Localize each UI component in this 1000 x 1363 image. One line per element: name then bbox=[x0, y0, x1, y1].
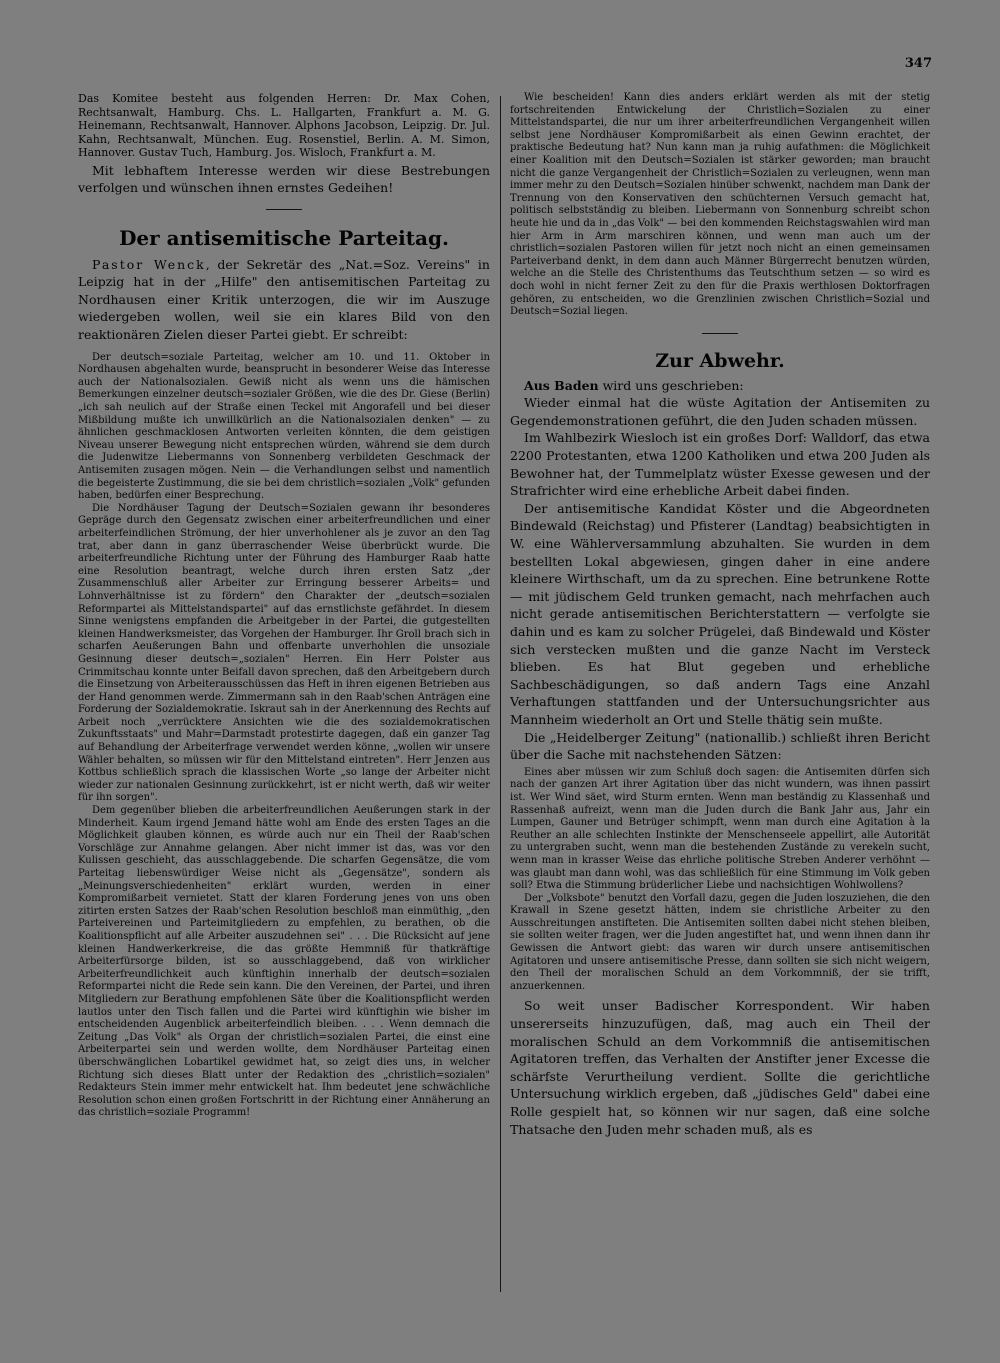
intro-text: , der Sekretär des „Nat.=Soz. Vereins" in Leipzig hat in der „Hilfe" den antisemitischen Parteitag zu Nordhausen einer Kritik unterzogen, die wir im Auszuge wiedergeben wollen, weil sie ein klares Bild von den reaktionären Zielen dieser Partei giebt. Er schreibt: bbox=[78, 256, 490, 343]
section-rule bbox=[266, 209, 302, 210]
committee-closing: Mit lebhaftem Interesse werden wir diese Bestrebungen verfolgen und wünschen ihnen ernstes Gedeihen! bbox=[78, 162, 490, 196]
report-intro-text: wird uns geschrieben: bbox=[598, 377, 744, 393]
page-number: 347 bbox=[904, 56, 932, 71]
report-intro-head: Aus Baden bbox=[524, 377, 599, 393]
newspaper-quote: Der „Volksbote" benutzt den Vorfall dazu, gegen die Juden loszuziehen, die den Krawall in Szene gesetzt hätten, indem sie christliche Arbeiter zu den Ausschreitungen anstifteten. Die Antisemiten sollten dabei nicht stehen bleiben, sie sollten weiter fragen, wer die Juden angestiftet hat, und wenn ihnen dann ihr Gewissen die Antwort giebt: das waren wir durch unsere antisemitischen Agitatoren und unsere antisemitische Presse, dann sollten sie sich nicht weigern, den Theil der moralischen Schuld an dem Vorkommniß, der sie trifft, anzuerkennen. bbox=[510, 892, 930, 992]
quote-paragraph: Dem gegenüber blieben die arbeiterfreundlichen Aeußerungen stark in der Minderheit. Kaum irgend Jemand hätte wohl am Ende des ersten Tages an die Möglichkeit glauben können, es würde auch nur ein Theil der Raab'schen Vorschläge zur Annahme gelangen. Aber nicht immer ist das, was vor den Kulissen geschieht, das ausschlaggebende. Die scharfen Gegensätze, die vom Parteitag liebenswürdiger Weise nicht als „Gegensätze", sondern als „Meinungsverschiedenheiten" erklärt wurden, werden in einer Kompromißarbeit vernietet. Statt der klaren Forderung jenes von uns oben zitirten ersten Satzes der Raab'schen Resolution beschloß man einmüthig, „den Parteivereinen und Parteimitgliedern zu empfehlen, zu berathen, ob die Koalitionspflicht auf alle Arbeiter auszudehnen sei" . . . Die Rücksicht auf jene kleinen Handwerkerkreise, die das größte Hemmniß für thatkräftige Arbeiterfürsorge bilden, ist so ausschlaggebend, daß von wirklicher Arbeiterfreundlichkeit auch künftighin innerhalb der deutsch=sozialen Reformpartei nicht die Rede sein kann. Die den Vereinen, der Partei, und ihren Mitgliedern zur Berathung empfohlenen Säte über die Koalitionspflicht werden lautlos unter den Tisch fallen und die Partei wird künftighin wie bisher im entscheidenden Augenblick arbeiterfeindlich bleiben. . . . Wenn demnach die Zeitung „Das Volk" als Organ der christlich=sozialen Partei, die einst eine Arbeiterpartei sein und werden wollte, dem Nordhäuser Parteitag einen überschwänglichen Lobartikel gewidmet hat, so zeigt dies uns, in welcher Richtung sich dieses Blatt unter der Redaktion des „christlich=sozialen" Redakteurs Stein immer mehr entwickelt hat. Ihm bedeutet jene schwächliche Resolution schon einen großen Fortschritt in der Richtung einer Annäherung an das christlich=soziale Programm! bbox=[78, 805, 490, 1119]
section-title-parteitag: Der antisemitische Parteitag. bbox=[119, 225, 449, 250]
section-title-abwehr: Zur Abwehr. bbox=[655, 349, 785, 372]
intro-paragraph bbox=[78, 256, 490, 344]
closing-paragraph: So weit unser Badischer Korrespondent. Wir haben unsererseits hinzuzufügen, daß, mag auch ein Theil der moralischen Schuld an dem Vorkommniß die antisemitischen Agitatoren treffen, das Verhalten der Anstifter jener Excesse die schärfste Verurtheilung verdient. Sollte die gerichtliche Untersuchung wirklich ergeben, daß „jüdisches Geld" dabei eine Rolle gespielt hat, so können wir nur sagen, daß eine solche Thatsache den Juden mehr schaden muß, als es bbox=[510, 998, 930, 1137]
committee-members: Das Komitee besteht aus folgenden Herren: Dr. Max Cohen, Rechtsanwalt, Hamburg. Chs. L. Hallgarten, Frankfurt a. M. G. Heinemann, Rechtsanwalt, Hannover. Alphons Jacobson, Leipzig. Dr. Jul. Kahn, Rechtsanwalt, München. Eug. Rosenstiel, Berlin. A. M. Simon, Hannover. Gustav Tuch, Hamburg. Jos. Wisloch, Frankfurt a. M. bbox=[78, 92, 490, 159]
report-paragraph: Im Wahlbezirk Wiesloch ist ein großes Dorf: Walldorf, das etwa 2200 Protestanten, etwa 1200 Katholiken und etwa 200 Juden als Bewohner hat, der Tummelplatz wüster Exesse gewesen und der Strafrichter wird eine erhebliche Arbeit dabei finden. bbox=[510, 430, 930, 499]
section-rule bbox=[702, 333, 738, 334]
right-column bbox=[510, 92, 930, 1138]
column-divider bbox=[500, 96, 501, 1292]
quote-paragraph: Der deutsch=soziale Parteitag, welcher am 10. und 11. Oktober in Nordhausen abgehalten wurde, beansprucht in besonderer Weise das Interesse auch der Nationalsozialen. Gewiß nicht als wenn uns die hämischen Bemerkungen einzelner deutsch=sozialer Größen, wie die des Dr. Giese (Berlin) „ich sah neulich auf der Straße einen Teckel mit Angorafell und bei dieser Mißbildung mußte ich unwillkürlich an die Nationalsozialen denken" — zu ähnlichen geschmacklosen Antworten verleiten könnten, die dem geistigen Niveau unserer Bewegung nicht entsprechen würden, während sie dem durch die Judenwitze Liebermanns von Sonnenberg verbildeten Geschmack der Antisemiten zusagen mögen. Nein — die Verhandlungen selbst und namentlich die begeisterte Zustimmung, die sie bei dem christlich=sozialen „Volk" gefunden haben, bedürfen einer Besprechung. bbox=[78, 351, 490, 502]
quote-paragraph: Die Nordhäuser Tagung der Deutsch=Sozialen gewann ihr besonderes Gepräge durch den Gegensatz zwischen einer arbeiterfreundlichen und einer arbeiterfeindlichen Strömung, der hier unverhohlener als je zuvor an den Tag trat, aber dann in ganz überraschender Weise überbrückt wurde. Die arbeiterfreundliche Richtung unter der Führung des Hamburger Raab hatte eine Resolution beantragt, welche durch ihren ersten Satz „der Zusammenschluß aller Arbeiter zur Erringung besserer Arbeits= und Lohnverhältnisse ist zu fördern" den Charakter der „deutsch=sozialen Reformpartei als Mittelstandspartei" auf das ernstlichste gefährdet. In diesem Sinne wenigstens empfanden die Arbeitgeber in der Partei, die gutgestellten kleinen Handwerksmeister, das Vorgehen der Hamburger. Ihr Groll brach sich in scharfen Aeußerungen Bahn und offenbarte unverhohlen die unsoziale Gesinnung dieser deutsch=„sozialen" Herren. Ein Herr Polster aus Crimmitschau konnte unter Beifall davon sprechen, daß den Arbeitgebern durch die Einsetzung von Arbeiterausschüssen das Heft in ihren eigenen Betrieben aus der Hand genommen werde. Zimmermann sah in den Raab'schen Anträgen eine Forderung der Sozialdemokratie. Iskraut sah in der Anerkennung des Rechts auf Arbeit noch „verrücktere Ansichten wie die des sozialdemokratischen Zukunftsstaats" und Mahr=Darmstadt protestirte dagegen, daß ein ganzer Tag auf Behandlung der Arbeiterfrage verwendet werden könne, „wollen wir unsere Wähler behalten, so müssen wir für den Mittelstand eintreten". Herr Jenzen aus Kottbus schließlich sprach die klassischen Worte „so lange der Arbeiter nicht wieder zur nationalen Gesinnung zurückkehrt, ist er nicht werth, daß wir weiter für ihn sorgen". bbox=[78, 502, 490, 804]
left-column bbox=[78, 92, 490, 1120]
report-paragraph: Der antisemitische Kandidat Köster und die Abgeordneten Bindewald (Reichstag) und Pfisterer (Landtag) beabsichtigten in W. eine Wählerversammlung abzuhalten. Sie wurden in dem bestellten Lokal abgewiesen, gingen daher in eine andere kleinere Wirthschaft, um da zu sprechen. Eine betrunkene Rotte — mit jüdischem Geld trunken gemacht, nach mehrfachen auch nicht gerade antisemitischen Berichterstattern — verfolgte sie dahin und es kam zu solcher Prügelei, daß Bindewald und Köster sich verstecken mußten und die ganze Nacht im Versteck blieben. Es hat Blut gegeben und erhebliche Sachbeschädigungen, so daß andern Tags eine Anzahl Verhaftungen stattfanden und der Untersuchungsrichter aus Mannheim wiederholt an Ort und Stelle thätig sein mußte. bbox=[510, 500, 930, 727]
newspaper-quote: Eines aber müssen wir zum Schluß doch sagen: die Antisemiten dürfen sich nach der ganzen Art ihrer Agitation über das nicht wundern, was ihnen passirt ist. Wer Wind säet, wird Sturm ernten. Wenn man beständig zu Klassenhaß und Rassenhaß aufreizt, wenn man die Juden durch die Bank Jahr aus, Jahr ein Lumpen, Gauner und Betrüger schimpft, wenn man durch eine Agitation à la Reuther an alle schlechten Instinkte der Menschenseele appellirt, alle Autorität zu untergraben sucht, wenn man die bestehenden Zustände zu verekeln sucht, wenn man in krasser Weise das ehrliche politische Streben Anderer verhöhnt — was glaubt man dann wohl, was das schließlich für eine Stimmung im Volk geben soll? Etwa die Stimmung brüderlicher Liebe und nachsichtigen Wohlwollens? bbox=[510, 766, 930, 892]
report-paragraph: Wieder einmal hat die wüste Agitation der Antisemiten zu Gegendemonstrationen geführt, die den Juden schaden müssen. bbox=[510, 395, 930, 428]
continuation-paragraph: Wie bescheiden! Kann dies anders erklärt werden als mit der stetig fortschreitenden Entwickelung der Christlich=Sozialen zu einer Mittelstandspartei, die nur um ihrer arbeiterfreundlichen Vergangenheit willen selbst jene Nordhäuser Kompromißarbeit als einen Gewinn erachtet, der praktische Bedeutung hat? Nun kann man ja ruhig aufathmen: die Möglichkeit einer Koalition mit den Deutsch=Sozialen ist stärker geworden; man braucht nicht die ganze Vergangenheit der Christlich=Sozialen zu verleugnen, wenn man immer mehr zu den Deutsch=Sozialen hinüber schwenkt, nachdem man Dank der Trennung von den Konservativen den schüchternen Versuch gemacht hat, politisch selbstständig zu bleiben. Liebermann von Sonnenburg schreibt schon heute hie und da in „das Volk" — bei den kommenden Reichstagswahlen wird man hier Arm in Arm marschiren können, und wenn man auch um der christlich=sozialen Pastoren willen für jetzt noch nicht an einen gemeinsamen Parteiverband denkt, in dem dann auch Männer Bürgerrecht benutzen würden, welche an die Stelle des Christenthums das Teutschthum setzen — so wird es doch wohl in nicht ferner Zeit zu den für die Praxis werthlosen Doktorfragen gehören, zu entscheiden, wo die Grenzlinien zwischen Christlich=Sozial und Deutsch=Sozial liegen. bbox=[510, 92, 930, 318]
intro-name: Pastor Wenck bbox=[92, 256, 206, 272]
report-paragraph: Die „Heidelberger Zeitung" (nationallib.) schließt ihren Bericht über die Sache mit nachstehenden Sätzen: bbox=[510, 729, 930, 763]
report-intro bbox=[510, 377, 930, 395]
